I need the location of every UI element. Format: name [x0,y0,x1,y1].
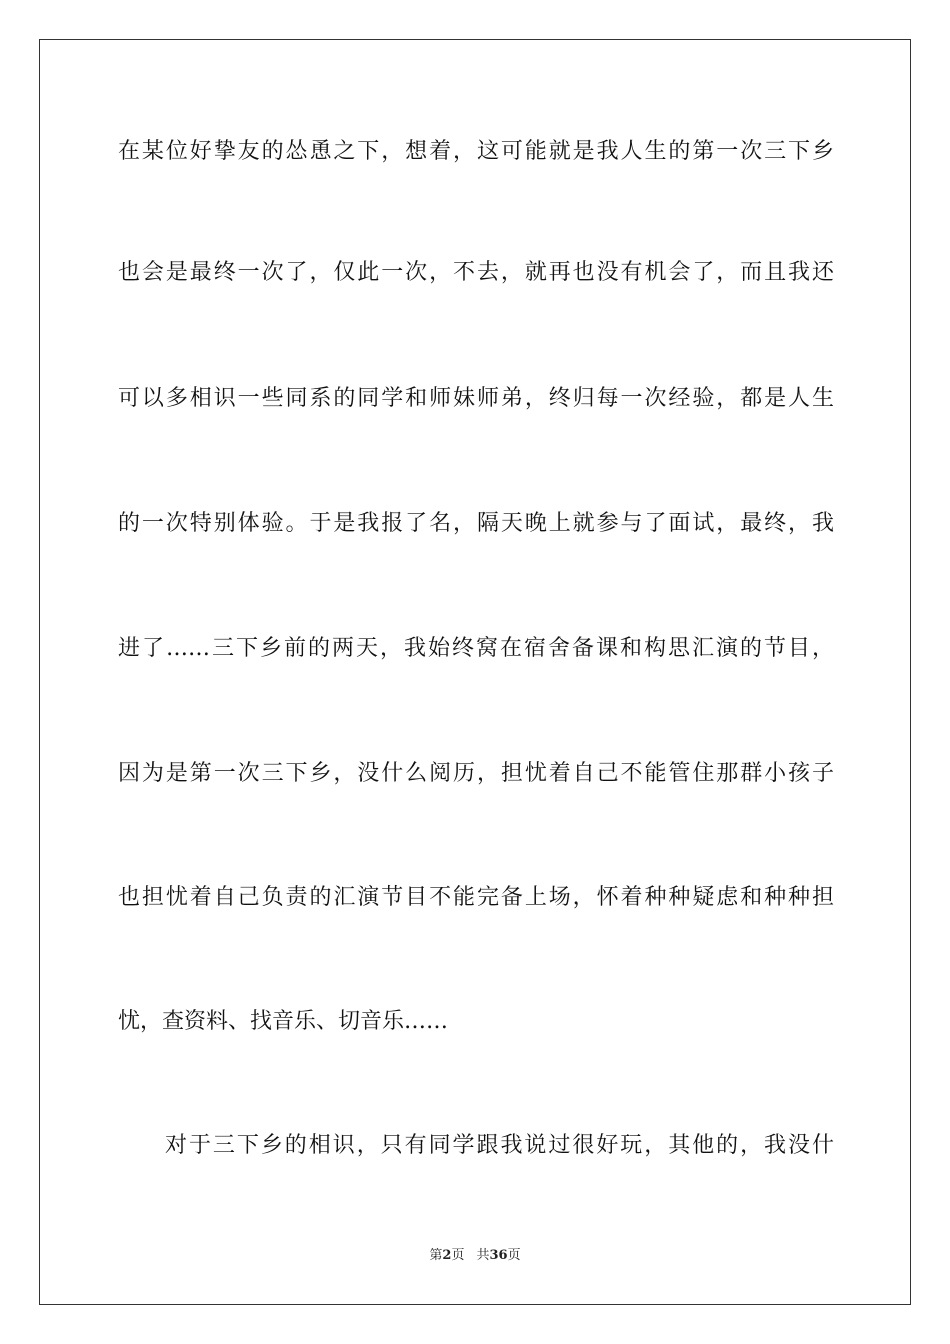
total-prefix: 共 [476,1248,490,1263]
body-text-line-3: 可以多相识一些同系的同学和师妹师弟，终归每一次经验，都是人生 [118,386,834,411]
body-text-line-4: 的一次特别体验。于是我报了名，隔天晚上就参与了面试，最终，我 [118,511,834,536]
page-prefix: 第 [429,1248,443,1263]
page-border [39,39,911,1305]
current-page-number: 2 [442,1248,452,1263]
body-text-line-5: 进了……三下乡前的两天，我始终窝在宿舍备课和构思汇演的节目， [118,636,834,661]
body-text-line-2: 也会是最终一次了，仅此一次，不去，就再也没有机会了，而且我还 [118,260,834,285]
body-text-line-6: 因为是第一次三下乡，没什么阅历，担忧着自己不能管住那群小孩子 [118,761,834,786]
body-text-line-1: 在某位好挚友的怂恿之下，想着，这可能就是我人生的第一次三下乡 [118,139,834,164]
body-text-line-7: 也担忧着自己负责的汇演节目不能完备上场，怀着种种疑虑和种种担 [118,885,834,910]
total-suffix: 页 [507,1248,521,1263]
page-suffix: 页 [451,1248,465,1263]
total-pages-number: 36 [489,1248,508,1263]
page-footer [0,1247,950,1265]
body-text-line-8: 忧，查资料、找音乐、切音乐…… [118,1009,449,1034]
paragraph-start-line: 对于三下乡的相识，只有同学跟我说过很好玩，其他的，我没什 [165,1133,834,1158]
